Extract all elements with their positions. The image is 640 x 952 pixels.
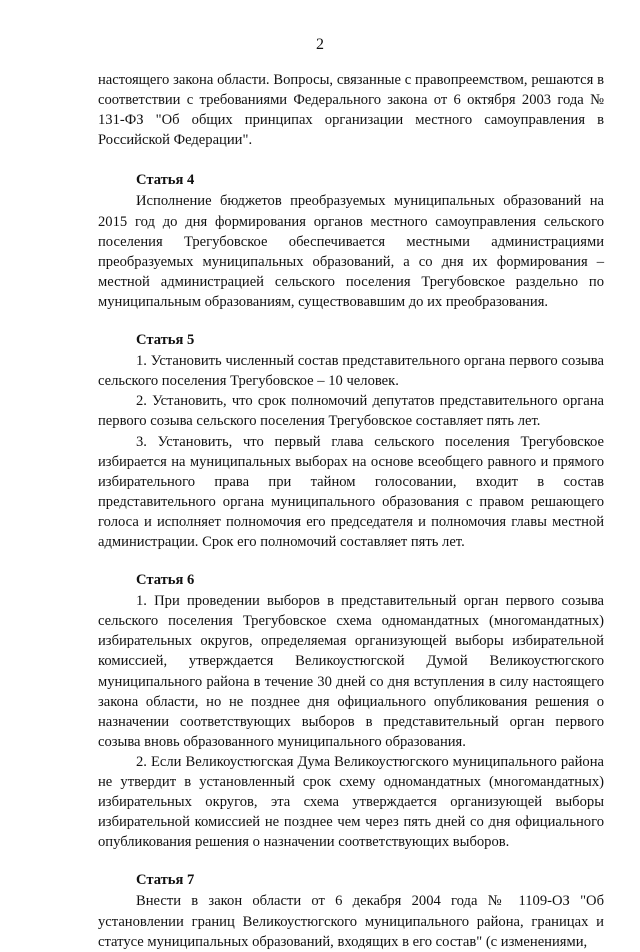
article-heading: Статья 5 [136,332,195,349]
document-body [98,70,604,952]
article-paragraph: 1. Установить численный состав представительного органа первого созыва сельского поселения Трегубовское – 10 человек. [98,353,604,390]
article-heading: Статья 4 [136,172,195,189]
article-7 [98,870,604,951]
article-5 [98,330,604,552]
article-paragraph: 2. Установить, что срок полномочий депутатов представительного органа первого созыва сельского поселения Трегубовское составляет пять лет. [98,393,604,430]
article-paragraph: Внести в закон области от 6 декабря 2004 года № 1109-ОЗ "Об установлении границ Великоустюгского муниципального района, границах и статусе муниципальных образований, входящих в его состав" (с изменениями, [98,893,604,950]
intro-block [98,70,604,150]
article-6 [98,570,604,852]
intro-paragraph: настоящего закона области. Вопросы, связанные с правопреемством, решаются в соответствии с требованиями Федерального закона от 6 октября 2003 года № 131-ФЗ "Об общих принципах организации местного самоуправления в Российской Федерации". [98,72,604,149]
article-paragraph: Исполнение бюджетов преобразуемых муниципальных образований на 2015 год до дня формирования органов местного самоуправления сельского поселения Трегубовское обеспечивается местными администрациями преобразуемых муниципальных образований, а со дня их формирования – местной администрацией сельского поселения Трегубовское раздельно по муниципальным образованиям, существовавшим до их преобразования. [98,193,604,310]
article-heading: Статья 7 [136,872,195,889]
article-paragraph: 1. При проведении выборов в представительный орган первого созыва сельского поселения Трегубовское схема одномандатных (многомандатных) избирательных округов, определяемая организующей выборы избирательной комиссией, утверждается Великоустюгской Думой Великоустюгского муниципального района в течение 30 дней со дня вступления в силу настоящего закона области, но не позднее дня официального опубликования решения о назначении соответствующих выборов в представительный орган первого созыва вновь образованного муниципального образования. [98,593,604,750]
article-paragraph: 2. Если Великоустюгская Дума Великоустюгского муниципального района не утвердит в установленный срок схему одномандатных (многомандатных) избирательных округов, эта схема утверждается организующей выборы избирательной комиссией не позднее чем через пять дней со дня официального опубликования решения о назначении соответствующих выборов. [98,753,604,851]
page-number: 2 [316,36,324,53]
article-paragraph: 3. Установить, что первый глава сельского поселения Трегубовское избирается на муниципальных выборах на основе всеобщего равного и прямого избирательного права при тайном голосовании, входит в состав представительного органа муниципального образования с правом решающего голоса и исполняет полномочия его председателя и полномочия главы местной администрации. Срок его полномочий составляет пять лет. [98,433,604,550]
article-heading: Статья 6 [136,572,195,589]
article-4 [98,170,604,312]
